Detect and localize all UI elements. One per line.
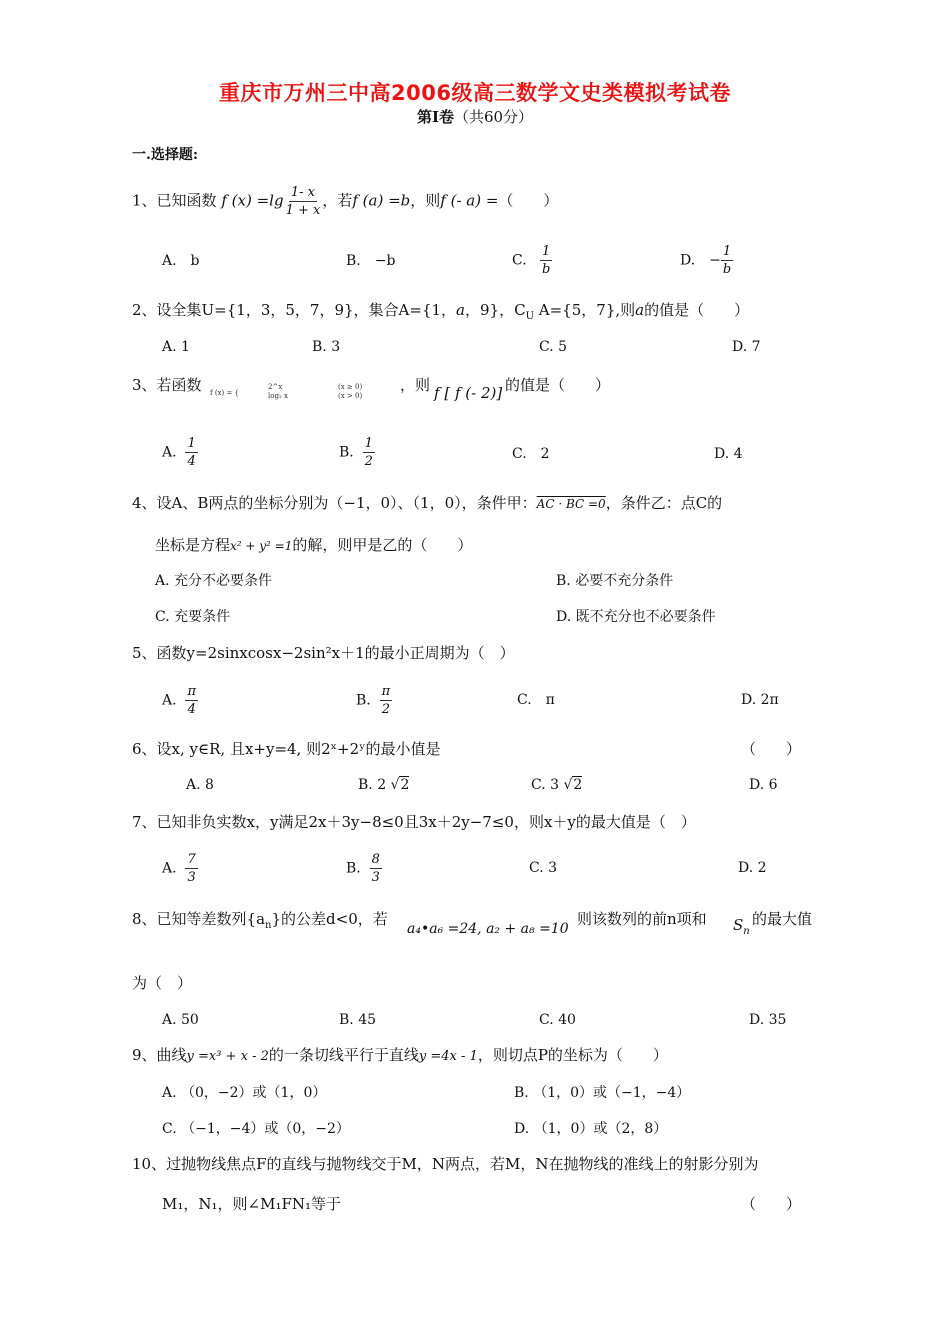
q1-text-c: ，则 <box>410 191 441 210</box>
q7-opt-b-den: 3 <box>371 870 380 885</box>
q4-option-a: A. 充分不必要条件 <box>155 573 273 589</box>
q5-opt-b-den: 2 <box>381 702 391 717</box>
q1-frac-den: 1 + x <box>285 203 321 218</box>
q1-option-b: B. −b <box>346 253 396 269</box>
q2-text-b: ，9}，C <box>465 301 526 319</box>
q1-formula-c: f (- a) = <box>440 191 499 210</box>
q8-sn-sub: n <box>743 926 750 937</box>
q2-var2: a <box>635 301 645 319</box>
q8-text-d: 的最大值 <box>752 910 813 928</box>
q4-line2-text: 坐标是方程 <box>155 536 231 554</box>
q3-opt-a-num: 1 <box>187 436 196 451</box>
q2-sub: U <box>525 311 535 322</box>
q3-opt-a-den: 4 <box>187 454 196 469</box>
q1-option-d-frac <box>721 245 733 276</box>
q8-sub: n <box>265 920 272 931</box>
q3-option-b-label: B. <box>339 444 354 461</box>
q1-text-b: ，若 <box>322 191 353 210</box>
q2-option-a: A. 1 <box>162 339 190 355</box>
q8-sn <box>733 918 750 937</box>
q5-option-d: D. 2π <box>741 692 779 708</box>
q7-opt-a-num: 7 <box>187 852 196 867</box>
q7-option-c: C. 3 <box>529 860 558 876</box>
q8-option-a: A. 50 <box>162 1012 199 1028</box>
q8-option-b: B. 45 <box>339 1012 377 1028</box>
q3-option-d: D. 4 <box>714 446 743 462</box>
q7-option-b-frac <box>370 853 382 884</box>
q3-option-a <box>162 437 198 468</box>
q9-text-a: 9、曲线 <box>132 1046 187 1064</box>
q8-text-b: }的公差d<0，若 <box>271 910 388 928</box>
question-3-stem <box>132 378 202 393</box>
q9-option-d: D. （1，0）或（2，8） <box>514 1121 668 1137</box>
q1-option-d-label: D. − <box>680 252 721 269</box>
q5-option-c: C. π <box>517 692 555 708</box>
q8-formula: a₄•a₆ =24, a₂ + a₈ =10 <box>407 921 569 937</box>
q4-option-d: D. 既不充分也不必要条件 <box>556 609 716 625</box>
q5-option-b <box>356 685 392 716</box>
q6-option-c-label: C. 3 <box>531 777 560 793</box>
q9-option-b: B. （1，0）或（−1，−4） <box>514 1085 691 1101</box>
q1-option-c-frac <box>540 245 552 276</box>
q3-pw-cond1: (x ≥ 0) <box>338 383 363 391</box>
q1-frac-num: 1- x <box>290 185 316 200</box>
q6-option-d: D. 6 <box>749 777 778 793</box>
q1-text-a: 1、已知函数 <box>132 191 217 210</box>
q1-opt-c-num: 1 <box>542 244 551 259</box>
q2-var: a <box>456 301 465 319</box>
q8-option-c: C. 40 <box>539 1012 576 1028</box>
q2-text-a: 2、设全集U={1，3，5，7，9}，集合A={1， <box>132 301 457 319</box>
q3-opt-b-num: 1 <box>364 436 373 451</box>
question-5-stem: 5、函数y=2sinxcosx−2sin²x＋1的最小正周期为（ ） <box>132 644 515 662</box>
q7-option-b-label: B. <box>346 860 361 877</box>
q1-formula-a: f (x) =lg <box>221 191 284 210</box>
q2-option-d: D. 7 <box>732 339 761 355</box>
q2-text-c: A={5，7},则 <box>534 301 636 319</box>
q3-stem-tail <box>400 378 430 393</box>
question-4-line2 <box>155 538 472 553</box>
q3-pw-case2: log₂ x <box>268 392 288 400</box>
subtitle-paren: （共60分） <box>453 108 534 126</box>
q7-option-a-label: A. <box>162 860 177 877</box>
q9-curve: y =x³ + x - 2 <box>186 1049 269 1064</box>
q5-option-a-frac <box>185 685 198 716</box>
q5-opt-b-num: π <box>381 684 391 699</box>
q8-text-a: 8、已知等差数列{a <box>132 910 266 928</box>
question-7-stem: 7、已知非负实数x，y满足2x＋3y−8≤0且3x＋2y−7≤0，则x＋y的最大值是（ ） <box>132 813 696 831</box>
section-heading: 一.选择题: <box>132 147 199 163</box>
q6-option-b-root: 2 <box>400 777 410 793</box>
q3-pw-lhs: f (x) = { <box>210 389 239 397</box>
q7-option-a <box>162 853 198 884</box>
q3-piecewise-formula <box>210 382 390 404</box>
q1-option-c-label: C. <box>512 252 527 269</box>
q5-opt-a-num: π <box>187 684 197 699</box>
q1-opt-d-den: b <box>722 262 732 277</box>
q3-pw-cond2: (x > 0) <box>338 392 363 400</box>
q1-fraction <box>284 186 323 217</box>
q5-option-b-label: B. <box>356 692 371 709</box>
q5-option-b-frac <box>380 685 393 716</box>
question-9-stem <box>132 1048 668 1063</box>
question-8-line2: 为（ ） <box>132 974 193 992</box>
q4-option-b: B. 必要不充分条件 <box>556 573 674 589</box>
q6-option-b: B. 2 √2 <box>358 777 410 793</box>
question-1-stem <box>132 186 558 217</box>
q5-option-a <box>162 685 198 716</box>
q6-answer-blank: （ ） <box>741 740 802 758</box>
q9-option-c: C. （−1，−4）或（0，−2） <box>162 1121 350 1137</box>
q6-option-a: A. 8 <box>186 777 214 793</box>
q6-option-b-label: B. 2 <box>358 777 387 793</box>
q7-opt-a-den: 3 <box>187 870 196 885</box>
q3-pw-case1: 2^x <box>268 383 283 391</box>
q5-option-a-label: A. <box>162 692 177 709</box>
q3-text-b: ，则 <box>400 376 431 394</box>
q7-option-a-frac <box>185 853 197 884</box>
document-title: 重庆市万州三中高2006级高三数学文史类模拟考试卷 <box>219 81 731 105</box>
q4-line1-text: 4、设A、B两点的坐标分别为（−1，0）、（1，0），条件甲： <box>132 494 537 512</box>
q3-formula-b: f [ f (- 2)] <box>434 384 503 402</box>
question-6-stem: 6、设x, y∈R, 且x+y=4, 则2ˣ+2ʸ的最小值是 <box>132 740 441 758</box>
q9-option-a: A. （0，−2）或（1，0） <box>162 1085 327 1101</box>
q6-option-c: C. 3 √2 <box>531 777 583 793</box>
q9-text-c: ，则切点P的坐标为（ ） <box>477 1046 668 1064</box>
q4-equation: x² + y² =1 <box>230 539 293 553</box>
q4-vector-formula: AC · BC =0 <box>536 497 606 511</box>
q1-option-a: A. b <box>162 253 200 269</box>
q9-text-b: 的一条切线平行于直线 <box>268 1046 419 1064</box>
q3-option-b-frac <box>363 437 375 468</box>
question-10-line1: 10、过抛物线焦点F的直线与抛物线交于M，N两点，若M，N在抛物线的准线上的射影分别为 <box>132 1155 759 1173</box>
q3-option-a-label: A. <box>162 444 177 461</box>
q4-option-c: C. 充要条件 <box>155 609 231 625</box>
q8-text-c: 则该数列的前n项和 <box>577 910 707 928</box>
question-10-line2: M₁，N₁，则∠M₁FN₁等于 <box>162 1195 341 1213</box>
q5-opt-a-den: 4 <box>187 702 196 717</box>
q3-option-a-frac <box>185 437 197 468</box>
q3-text-c: 的值是（ ） <box>505 376 611 394</box>
q7-option-d: D. 2 <box>738 860 767 876</box>
q2-option-c: C. 5 <box>539 339 568 355</box>
q1-opt-d-num: 1 <box>722 244 732 259</box>
document-subtitle <box>0 110 950 125</box>
q7-opt-b-num: 8 <box>371 852 380 867</box>
question-8-line1 <box>132 912 388 931</box>
q2-option-b: B. 3 <box>312 339 341 355</box>
q7-option-b <box>346 853 382 884</box>
question-2-stem <box>132 303 749 322</box>
q3-text-a: 3、若函数 <box>132 376 202 394</box>
q4-line1-tail: ，条件乙：点C的 <box>605 494 723 512</box>
q9-line: y =4x - 1 <box>418 1049 478 1064</box>
q6-option-c-root: 2 <box>573 777 583 793</box>
q10-answer-blank: （ ） <box>741 1195 802 1213</box>
q1-option-c <box>512 245 552 276</box>
q2-text-d: 的值是（ ） <box>644 301 750 319</box>
q1-text-d: （ ） <box>498 191 559 210</box>
q4-line2-tail: 的解，则甲是乙的（ ） <box>292 536 473 554</box>
q3-option-c: C. 2 <box>512 446 550 462</box>
q1-option-d <box>680 245 733 276</box>
q1-formula-b: f (a) =b <box>352 191 411 210</box>
q3-opt-b-den: 2 <box>364 454 373 469</box>
q8-option-d: D. 35 <box>749 1012 787 1028</box>
q8-sn-letter: S <box>733 916 744 934</box>
subtitle-main: 第Ⅰ卷 <box>416 108 454 126</box>
question-4-line1 <box>132 496 722 511</box>
q1-opt-c-den: b <box>542 262 551 277</box>
q3-option-b <box>339 437 375 468</box>
